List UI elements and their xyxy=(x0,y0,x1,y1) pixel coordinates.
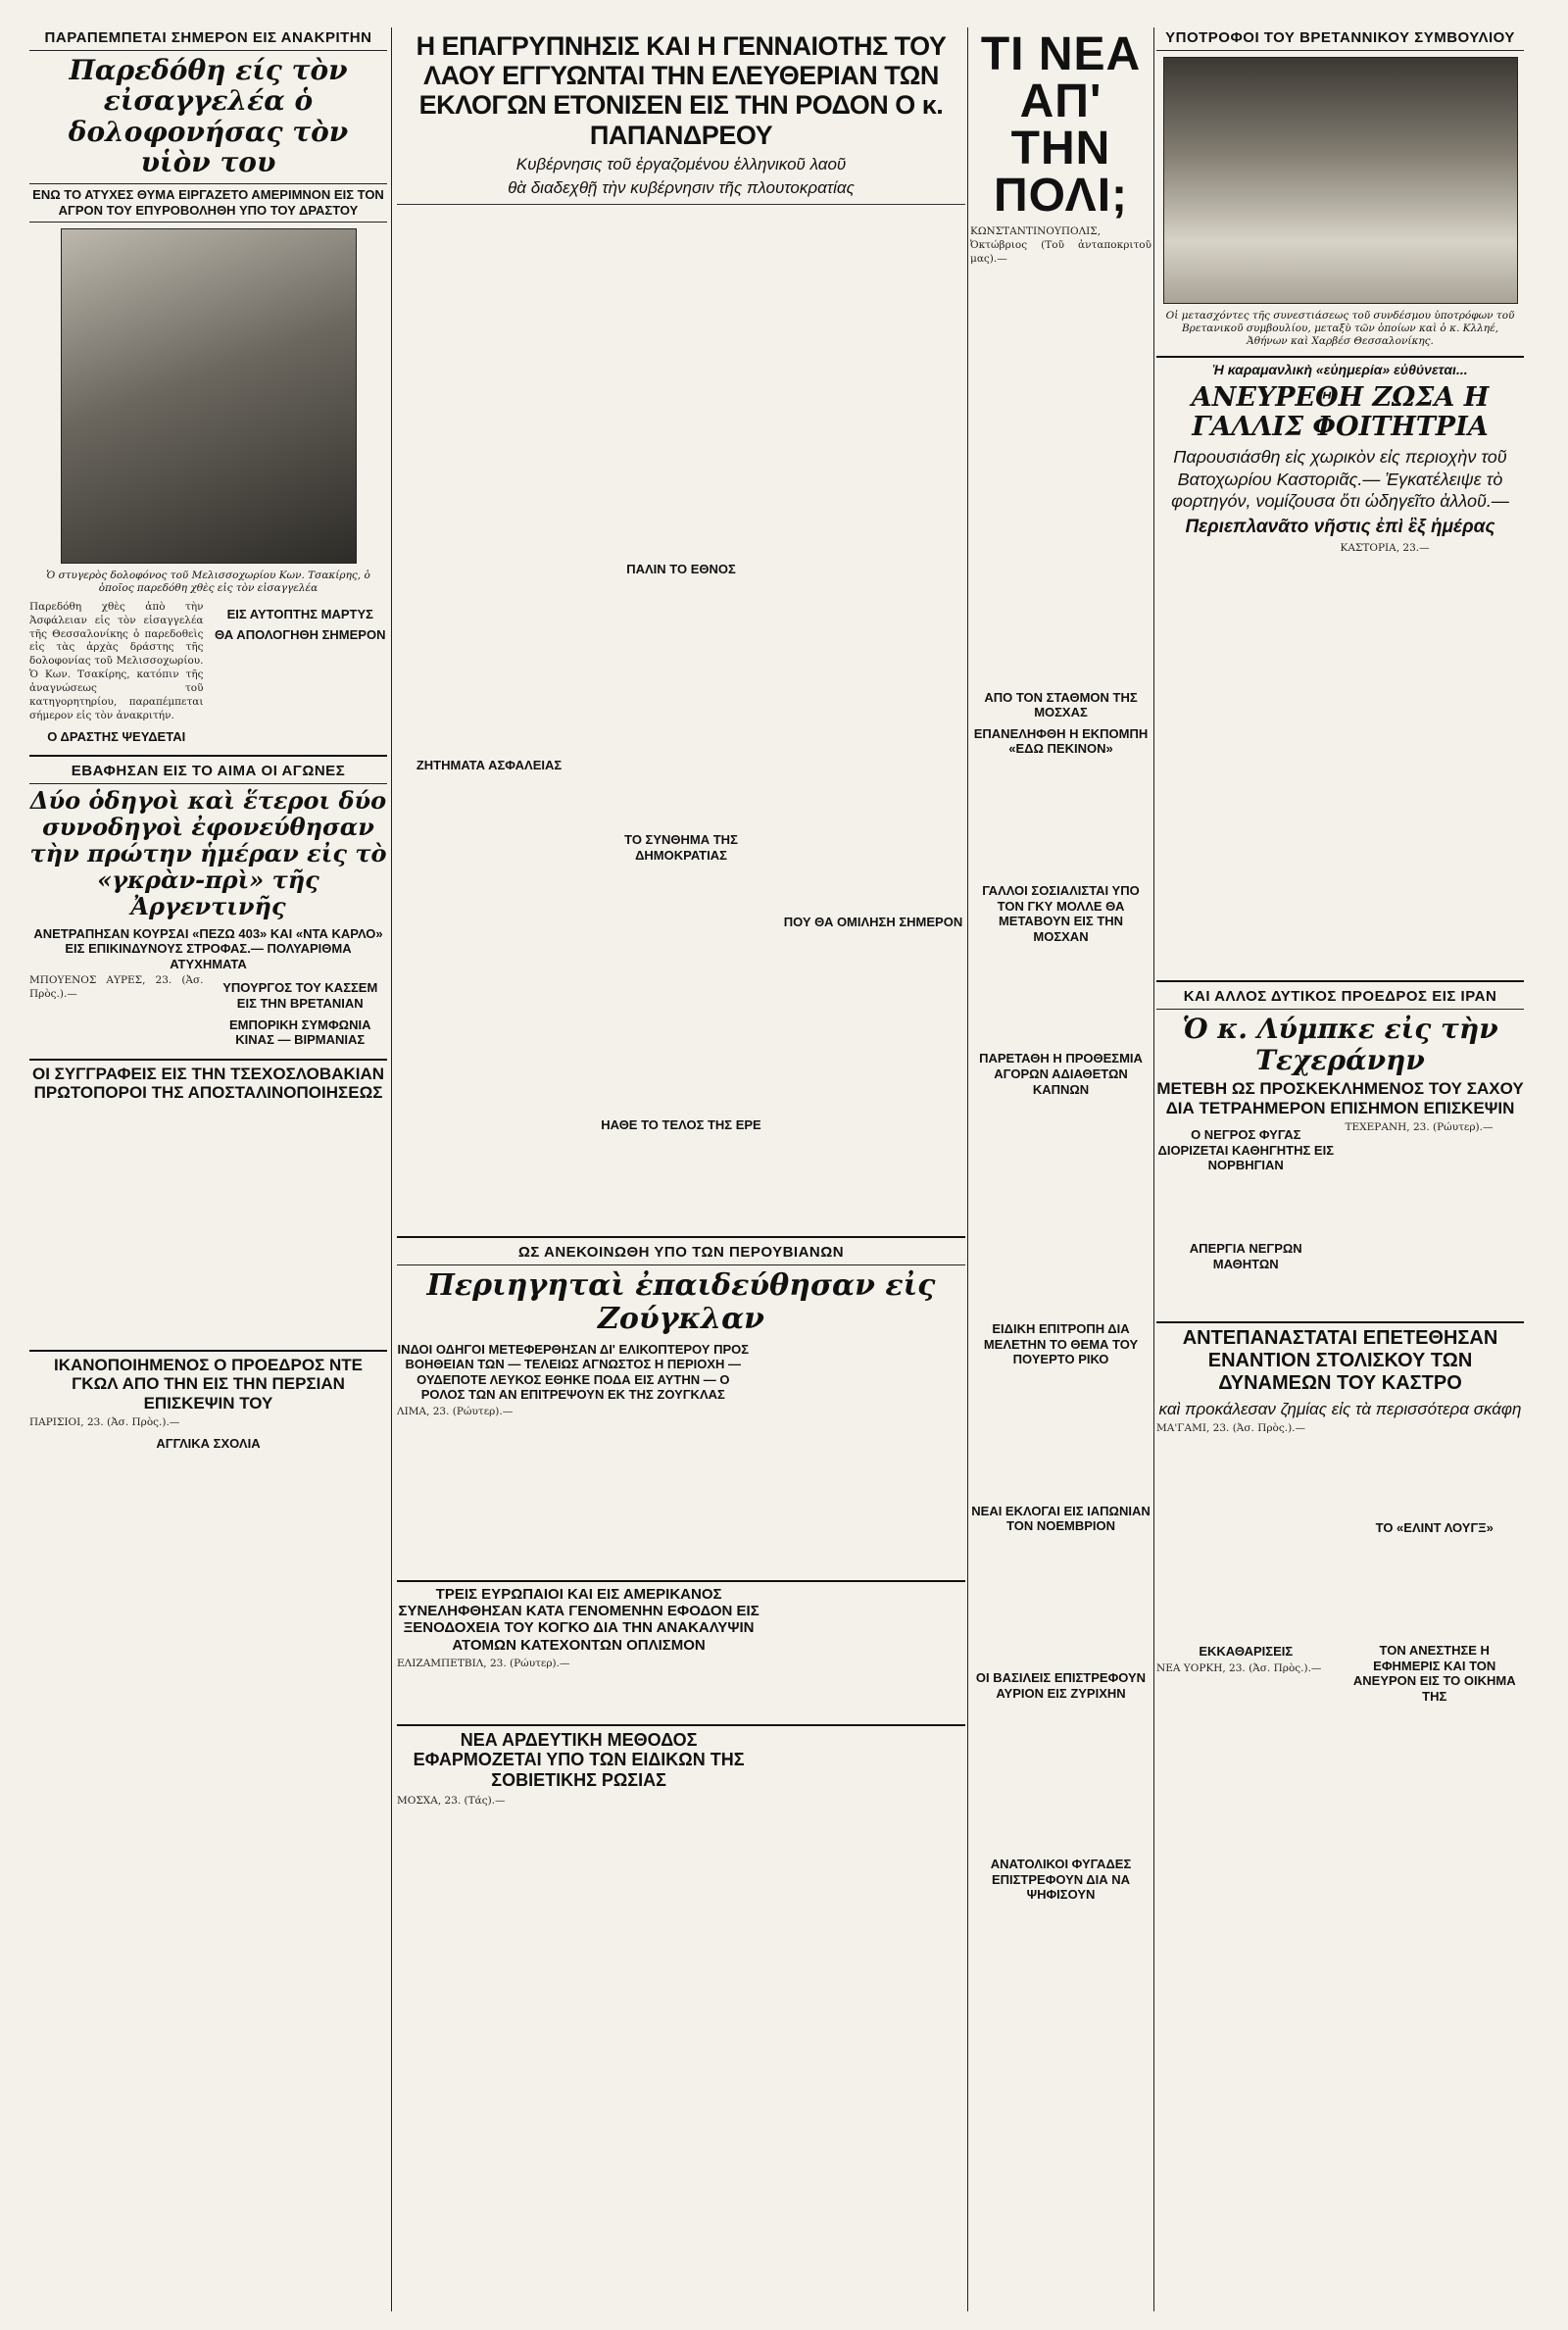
headline-dolofonos: Παρεδόθη είς τὸν εἰσαγγελέα ὁ δολοφονήσας τὸν υἱὸν του xyxy=(68,54,349,179)
grand-prix-columns xyxy=(29,974,387,1050)
subhead-thyma: ΕΝΩ ΤΟ ΑΤΥΧΕΣ ΘΥΜΑ ΕΙΡΓΑΖΕΤΟ ΑΜΕΡΙΜΝΟΝ ΕΙΣ ΤΟΝ ΑΓΡΟΝ ΤΟΥ ΕΠΥΡΟΒΟΛΗΘΗ ΥΠΟ ΤΟΥ ΔΡΑΣΤΟΥ xyxy=(29,183,387,222)
subhead-vatoxori: Παρουσιάσθη εἰς χωρικὸν εἰς περιοχὴν τοῦ Βατοχωρίου Καστοριᾶς.— Ἐγκατέλειψε τὸ φορτηγόν, νομίζουσα ὅτι ὡδηγεῖτο ἀλλοῦ.— xyxy=(1171,447,1509,512)
headline-kongo: ΤΡΕΙΣ ΕΥΡΩΠΑΙΟΙ ΚΑΙ ΕΙΣ ΑΜΕΡΙΚΑΝΟΣ ΣΥΝΕΛΗΦΘΗΣΑΝ ΚΑΤΑ ΓΕΝΟΜΕΝΗΝ ΕΦΟΔΟΝ ΕΙΣ ΞΕΝΟΔΟΧΕΙΑ ΤΟΥ ΚΟΓΚΟ ΔΙΑ ΤΗΝ ΑΝΑΚΑΛΥΨΙΝ ΑΤΟΜΩΝ ΚΑΤΕΧΟΝΤΩΝ ΟΠΛΙΣΜΟΝ xyxy=(398,1585,760,1654)
group-photo-caption: Οἱ μετασχόντες τῆς συνεστιάσεως τοῦ συνδέσμου ὑποτρόφων τοῦ Βρετανικοῦ συμβουλίου, μεταξὺ τῶν ὁποίων καὶ ὁ κ. Κλληέ, Ἀθήνων καὶ Χαρβέσ Θεσσαλονίκης. xyxy=(1165,310,1515,348)
subhead-elikoptero: ΙΝΔΟΙ ΟΔΗΓΟΙ ΜΕΤΕΦΕΡΘΗΣΑΝ ΔΙ' ΕΛΙΚΟΠΤΕΡΟΥ ΠΡΟΣ ΒΟΗΘΕΙΑΝ ΤΩΝ — ΤΕΛΕΙΩΣ ΑΓΝΩΣΤΟΣ Η ΠΕΡΙΟΧΗ — ΟΥΔΕΠΟΤΕ ΛΕΥΚΟΣ ΕΘΗΚΕ ΠΟΔΑ ΕΙΣ ΑΥΤΗΝ — Ο ΡΟΛΟΣ ΤΩΝ ΑΝ ΕΠΙΤΡΕΨΟΥΝ ΕΚ ΤΗΣ ΖΟΥΓΚΛΑΣ xyxy=(397,1341,750,1403)
kicker-ypotrofoi: ΥΠΟΤΡΟΦΟΙ ΤΟΥ ΒΡΕΤΑΝΝΙΚΟΥ ΣΥΜΒΟΥΛΙΟΥ xyxy=(1156,27,1524,51)
subhead-galloi-sosialistai: ΓΑΛΛΟΙ ΣΟΣΙΑΛΙΣΤΑΙ ΥΠΟ ΤΟΝ ΓΚΥ ΜΟΛΛΕ ΘΑ ΜΕΤΑΒΟΥΝ ΕΙΣ ΤΗΝ ΜΟΣΧΑΝ xyxy=(982,882,1140,944)
column-rule xyxy=(1153,27,1154,2311)
subhead-anatolikoi-fygades: ΑΝΑΤΟΛΙΚΟΙ ΦΥΓΑΔΕΣ ΕΠΙΣΤΡΕΦΟΥΝ ΔΙΑ ΝΑ ΨΗΦΙΣΟΥΝ xyxy=(990,1857,1132,1903)
headline-gallis-foititria: ΑΝΕΥΡΕΘΗ ΖΩΣΑ Η ΓΑΛΛΙΣ ΦΟΙΤΗΤΡΙΑ xyxy=(1191,381,1490,443)
subhead-saxis: ΜΕΤΕΒΗ ΩΣ ΠΡΟΣΚΕΚΛΗΜΕΝΟΣ ΤΟΥ ΣΑΧΟΥ ΔΙΑ ΤΕΤΡΑΗΜΕΡΟΝ ΕΠΙΣΗΜΟΝ ΕΠΙΣΚΕΨΙΝ xyxy=(1156,1079,1524,1117)
column-right xyxy=(1156,27,1524,2311)
headline-zougla: Περιηγηταὶ ἐπαιδεύθησαν εἰς Ζούγκλαν xyxy=(426,1268,936,1337)
subhead-apergia: ΑΠΕΡΓΙΑ ΝΕΓΡΩΝ ΜΑΘΗΤΩΝ xyxy=(1189,1241,1302,1271)
subhead-vasileis: ΟΙ ΒΑΣΙΛΕΙΣ ΕΠΙΣΤΡΕΦΟΥΝ ΑΥΡΙΟΝ ΕΙΣ ΖΥΡΙΧΗΝ xyxy=(975,1670,1147,1701)
headline-grand-prix: Δύο ὁδηγοὶ καὶ ἕτεροι δύο συνοδηγοὶ ἐφονεύθησαν τὴν πρώτην ἡμέραν εἰς τὸ «γκρὰν-πρὶ» τῆς Ἀργεντινῆς xyxy=(29,786,387,920)
headline-czech-writers: ΟΙ ΣΥΓΓΡΑΦΕΙΣ ΕΙΣ ΤΗΝ ΤΣΕΧΟΣΛΟΒΑΚΙΑΝ ΠΡΩΤΟΠΟΡΟΙ ΤΗΣ ΑΠΟΣΤΑΛΙΝΟΠΟΙΗΣΕΩΣ xyxy=(31,1064,385,1103)
kicker-anakritis: ΠΑΡΑΠΕΜΠΕΤΑΙ ΣΗΜΕΡΟΝ ΕΙΣ ΑΝΑΚΡΙΤΗΝ xyxy=(29,27,387,51)
subhead-agglika-sxolia: ΑΓΓΛΙΚΑ ΣΧΟΛΙΑ xyxy=(156,1436,261,1452)
subhead-puerto-rico: ΕΙΔΙΚΗ ΕΠΙΤΡΟΠΗ ΔΙΑ ΜΕΛΕΤΗΝ ΤΟ ΘΕΜΑ ΤΟΥ ΠΟΥΕΡΤΟ ΡΙΚΟ xyxy=(983,1321,1139,1367)
portrait-photo xyxy=(61,228,357,564)
subhead-zimies: καὶ προκάλεσαν ζημίας εἰς τὰ περισσότερα σκάφη xyxy=(1158,1400,1522,1419)
photo-caption: Ὁ στυγερὸς δολοφόνος τοῦ Μελισσοχωρίου Κων. Τσακίρης, ὁ ὁποῖος παρεδόθη χθὲς εἰς τὸν εἰσαγγελέα xyxy=(46,569,370,594)
dateline-konstantinoupoli: ΚΩΝΣΤΑΝΤΙΝΟΥΠΟΛΙΣ, Ὀκτώβριος (Τοῦ ἀνταποκριτοῦ μας).— xyxy=(970,225,1152,265)
dateline-paris: ΠΑΡΙΣΙΟΙ, 23. (Ἀσ. Πρὸς.).— xyxy=(29,1416,180,1429)
subhead-psevdetai: Ο ΔΡΑΣΤΗΣ ΨΕΥΔΕΤΑΙ xyxy=(47,728,186,744)
kicker-perouvianoi: ΩΣ ΑΝΕΚΟΙΝΩΘΗ ΥΠΟ ΤΩΝ ΠΕΡΟΥΒΙΑΝΩΝ xyxy=(397,1242,965,1265)
subhead-ekkathariseis: ΕΚΚΑΘΑΡΙΣΕΙΣ xyxy=(1199,1644,1294,1660)
subhead-negros-fygas: Ο ΝΕΓΡΟΣ ΦΥΓΑΣ ΔΙΟΡΙΖΕΤΑΙ ΚΑΘΗΓΗΤΗΣ ΕΙΣ ΝΟΡΒΗΓΙΑΝ xyxy=(1157,1127,1334,1173)
subhead-nistis: Περιεπλανᾶτο νῆστις ἐπὶ ἓξ ἡμέρας xyxy=(1185,516,1495,537)
article-czech-body xyxy=(29,1107,387,1342)
column-rule xyxy=(967,27,968,2311)
headline-de-gaulle: ΙΚΑΝΟΠΟΙΗΜΕΝΟΣ Ο ΠΡΟΕΔΡΟΣ ΝΤΕ ΓΚΩΛ ΑΠΟ ΤΗΝ ΕΙΣ ΤΗΝ ΠΕΡΣΙΑΝ ΕΠΙΣΚΕΨΙΝ ΤΟΥ xyxy=(53,1355,364,1413)
column-rule xyxy=(391,27,392,2311)
subhead-dimokratia: ΤΟ ΣΥΝΘΗΜΑ ΤΗΣ ΔΗΜΟΚΡΑΤΙΑΣ xyxy=(624,832,738,863)
kicker-iran: ΚΑΙ ΑΛΛΟΣ ΔΥΤΙΚΟΣ ΠΡΟΕΔΡΟΣ ΕΙΣ ΙΡΑΝ xyxy=(1156,986,1524,1010)
subhead-telos-ere: ΗΑΘΕ ΤΟ ΤΕΛΟΣ ΤΗΣ ΕΡΕ xyxy=(601,1117,761,1133)
dateline-kastoria: ΚΑΣΤΟΡΙΑ, 23.— xyxy=(1340,541,1430,554)
subhead-japan-elections: ΝΕΑΙ ΕΚΛΟΓΑΙ ΕΙΣ ΙΑΠΩΝΙΑΝ ΤΟΝ ΝΟΕΜΒΡΙΟΝ xyxy=(971,1503,1151,1534)
kicker-evimeria: Ἡ καραμανλικὴ «εὐημερία» εὐθύνεται... xyxy=(1212,362,1468,378)
subhead-zitimata: ΖΗΤΗΜΑΤΑ ΑΣΦΑΛΕΙΑΣ xyxy=(416,758,563,773)
subhead-apologia: ΘΑ ΑΠΟΛΟΓΗΘΗ ΣΗΜΕΡΟΝ xyxy=(215,627,386,643)
article-body: Παρεδόθη χθὲς ἀπὸ τὴν Ἀσφάλειαν εἰς τὸν εἰσαγγελέα τῆς Θεσσαλονίκης ὁ παρεδοθεὶς εἰς τὰς ἀρχὰς δράστης τῆς δολοφονίας τοῦ Μελισσοχωρίου. Ὁ Κων. Τσακίρης, κατόπιν τῆς ἀναγνώσεως τοῦ κατηγορητηρίου, παραπέμπεται σήμερον εἰς τὸν ἀνακριτήν. xyxy=(29,600,204,721)
subhead-edo-pekinon: ΕΠΑΝΕΛΗΦΘΗ Η ΕΚΠΟΜΠΗ «ΕΔΩ ΠΕΚΙΝΟΝ» xyxy=(973,725,1149,757)
dateline-lima: ΛΙΜΑ, 23. (Ρώυτερ).— xyxy=(397,1406,514,1417)
headline-lubke-teheran: Ὁ κ. Λύμπκε εἰς τὴν Τεχεράνην xyxy=(1182,1013,1498,1076)
headline-ardeutiki: ΝΕΑ ΑΡΔΕΥΤΙΚΗ ΜΕΘΟΔΟΣ ΕΦΑΡΜΟΖΕΤΑΙ ΥΠΟ ΤΩΝ ΕΙΔΙΚΩΝ ΤΗΣ ΣΟΒΙΕΤΙΚΗΣ ΡΩΣΙΑΣ xyxy=(413,1729,745,1791)
group-photo xyxy=(1163,57,1518,304)
subhead-kapnoi: ΠΑΡΕΤΑΘΗ Η ΠΡΟΘΕΣΜΙΑ ΑΓΟΡΩΝ ΑΔΙΑΘΕΤΩΝ ΚΑΠΝΩΝ xyxy=(979,1051,1143,1097)
kicker-agones: ΕΒΑΦΗΣΑΝ ΕΙΣ ΤΟ ΑΙΜΑ ΟΙ ΑΓΩΝΕΣ xyxy=(29,761,387,784)
subhead-kassem: ΥΠΟΥΡΓΟΣ ΤΟΥ ΚΑΣΣΕΜ ΕΙΣ ΤΗΝ ΒΡΕΤΑΝΙΑΝ xyxy=(222,980,378,1011)
subhead-china-burma: ΕΜΠΟΡΙΚΗ ΣΥΜΦΩΝΙΑ ΚΙΝΑΣ — ΒΙΡΜΑΝΙΑΣ xyxy=(229,1016,371,1048)
subhead-martys: ΕΙΣ ΑΥΤΟΠΤΗΣ ΜΑΡΤΥΣ xyxy=(226,606,373,621)
column-left xyxy=(29,27,387,2311)
papandreou-columns xyxy=(397,209,965,1228)
subhead-kyvernisis: Κυβέρνησις τοῦ ἐργαζομένου ἑλληνικοῦ λαοῦ xyxy=(515,154,847,174)
dateline-miami: ΜΑ'ΓΑΜΙ, 23. (Ἀσ. Πρὸς.).— xyxy=(1156,1422,1306,1435)
dateline-buenos-aires: ΜΠΟΥΕΝΟΣ ΑΥΡΕΣ, 23. (Ἀσ. Πρὸς.).— xyxy=(29,974,204,1001)
dateline-new-york: ΝΕΑ ΥΟΡΚΗ, 23. (Ἀσ. Πρὸς.).— xyxy=(1156,1661,1322,1674)
headline-papandreou: Η ΕΠΑΓΡΥΠΝΗΣΙΣ ΚΑΙ Η ΓΕΝΝΑΙΟΤΗΣ ΤΟΥ ΛΑΟΥ ΕΓΓΥΩΝΤΑΙ ΤΗΝ ΕΛΕΥΘΕΡΙΑΝ ΤΩΝ ΕΚΛΟΓΩΝ ΕΤΟΝΙΣΕΝ ΕΙΣ ΤΗΝ ΡΟΔΟΝ Ο κ. ΠΑΠΑΝΔΡΕΟΥ xyxy=(416,31,947,150)
subhead-koursai: ΑΝΕΤΡΑΠΗΣΑΝ ΚΟΥΡΣΑΙ «ΠΕΖΩ 403» ΚΑΙ «ΝΤΑ ΚΑΡΛΟ» ΕΙΣ ΕΠΙΚΙΝΔΥΝΟΥΣ ΣΤΡΟΦΑΣ.— ΠΟΛΥΑΡΙΘΜΑ ΑΤΥΧΗΜΑΤΑ xyxy=(33,925,383,971)
subhead-omilia: ΠΟΥ ΘΑ ΟΜΙΛΗΣΗ ΣΗΜΕΡΟΝ xyxy=(783,915,963,930)
castro-columns xyxy=(1156,1422,1524,1707)
headline-antepanastatai: ΑΝΤΕΠΑΝΑΣΤΑΤΑΙ ΕΠΕΤΕΘΗΣΑΝ ΕΝΑΝΤΙΟΝ ΣΤΟΛΙΣΚΟΥ ΤΩΝ ΔΥΝΑΜΕΩΝ ΤΟΥ ΚΑΣΤΡΟ xyxy=(1182,1327,1498,1395)
column-center xyxy=(397,27,965,2311)
lubke-columns xyxy=(1156,1121,1524,1274)
column-narrow xyxy=(970,27,1152,2311)
dateline-elizabethville: ΕΛΙΖΑΜΠΕΤΒΙΛ, 23. (Ρώυτερ).— xyxy=(397,1657,570,1669)
title-ti-nea-poli: ΤΙ ΝΕΑ ΑΠ' ΤΗΝ ΠΟΛΙ; xyxy=(980,28,1142,222)
subhead-palin-ethnos: ΠΑΛΙΝ ΤΟ ΕΘΝΟΣ xyxy=(626,562,736,577)
dateline-teheran: ΤΕΧΕΡΑΝΗ, 23. (Ρώυτερ).— xyxy=(1345,1121,1494,1134)
article-body-columns xyxy=(29,601,387,747)
subhead-stathmos-mosxas: ΑΠΟ ΤΟΝ ΣΤΑΘΜΟΝ ΤΗΣ ΜΟΣΧΑΣ xyxy=(984,689,1138,720)
subhead-anestise: ΤΟΝ ΑΝΕΣΤΗΣΕ Η ΕΦΗΜΕΡΙΣ ΚΑΙ ΤΟΝ ΑΝΕΥΡΟΝ ΕΙΣ ΤΟ ΟΙΚΗΜΑ ΤΗΣ xyxy=(1352,1643,1516,1704)
subhead-elint-lougx: ΤΟ «ΕΛΙΝΤ ΛΟΥΓΞ» xyxy=(1375,1520,1494,1536)
subhead-ploutokratia: θὰ διαδεχθῇ τὴν κυβέρνησιν τῆς πλουτοκρατίας xyxy=(508,178,855,198)
dateline-moscow: ΜΟΣΧΑ, 23. (Τάς).— xyxy=(397,1794,506,1807)
